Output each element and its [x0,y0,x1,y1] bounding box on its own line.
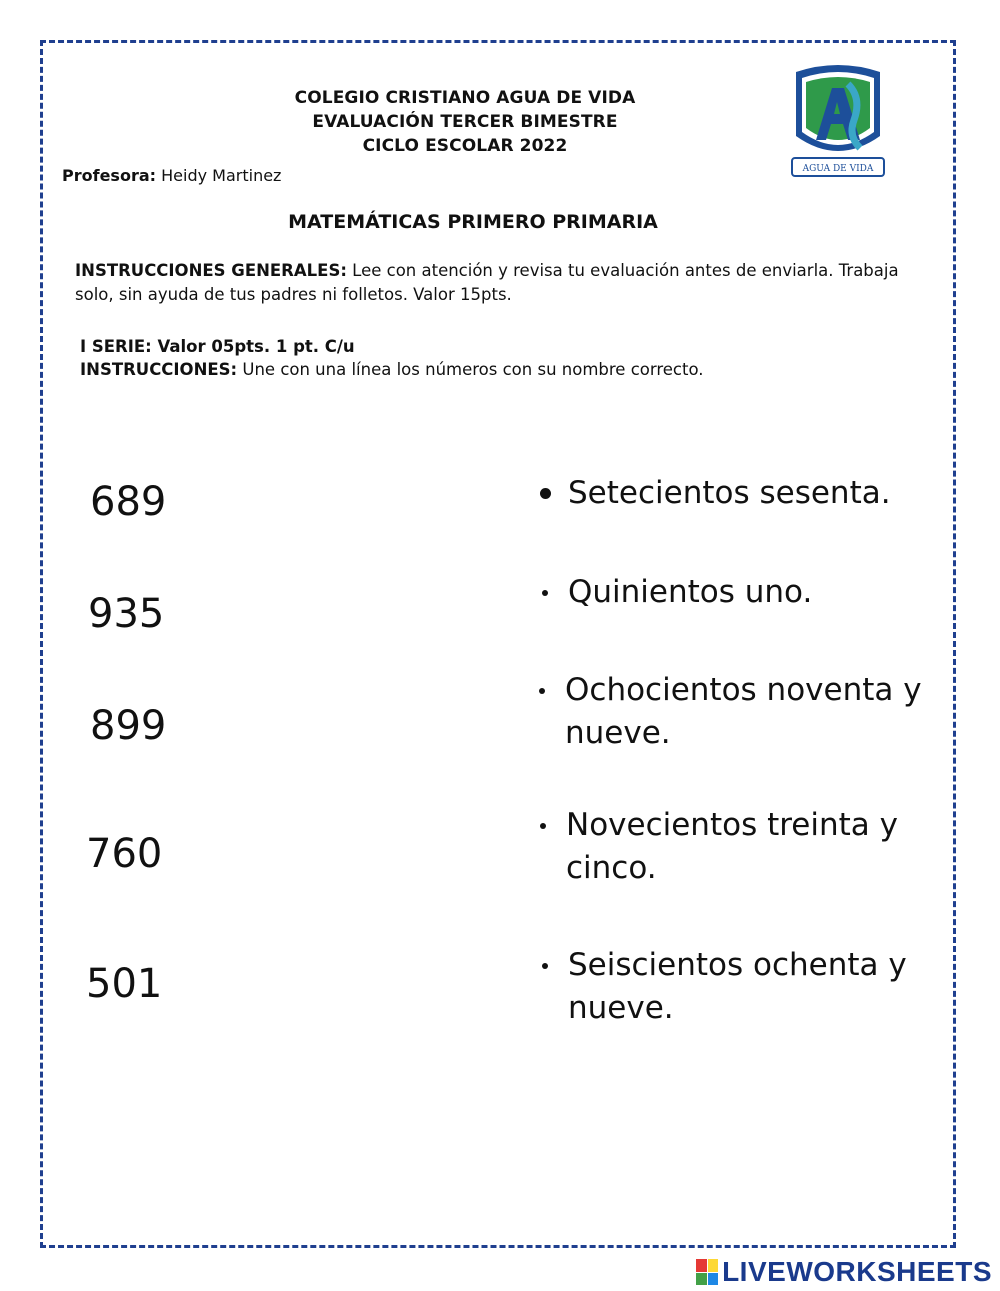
option-text: Novecientos treinta y cinco. [566,807,898,886]
general-instructions [75,259,935,307]
bullet-icon [538,804,566,890]
liveworksheets-icon [696,1259,718,1285]
subject-title: MATEMÁTICAS PRIMERO PRIMARIA [288,211,658,233]
option-item[interactable] [537,669,935,755]
bullet-icon [537,669,565,755]
option-text: Quinientos uno. [568,574,813,610]
school-name: COLEGIO CRISTIANO AGUA DE VIDA [294,88,636,108]
number-item[interactable]: 501 [86,961,163,1007]
option-text: Seiscientos ochenta y nueve. [568,947,907,1026]
teacher-label: Profesora: [62,166,157,185]
option-text: Setecientos sesenta. [568,475,891,511]
brand-text: LIVEWORKSHEETS [722,1256,992,1287]
school-year: CICLO ESCOLAR 2022 [362,136,568,156]
serie-title: I SERIE: Valor 05pts. 1 pt. C/u [80,337,355,356]
serie-instructions-label: INSTRUCCIONES: [80,360,238,379]
number-item[interactable]: 899 [90,703,167,749]
teacher-name: Heidy Martinez [161,166,282,185]
general-instructions-text: Lee con atención y revisa tu evaluación antes de enviarla. Trabaja solo, sin ayuda de tus padres ni folletos. Valor 15pts. [75,261,899,304]
option-item[interactable] [540,571,928,614]
option-item[interactable] [540,944,908,1030]
number-item[interactable]: 935 [88,591,165,637]
option-item[interactable] [540,472,928,515]
teacher-line [62,166,281,185]
school-logo [786,58,890,180]
bullet-icon [540,944,568,1030]
option-text: Ochocientos noventa y nueve. [565,672,922,751]
bullet-icon [540,571,568,614]
general-instructions-label: INSTRUCCIONES GENERALES: [75,261,347,280]
option-item[interactable] [538,804,916,890]
logo-caption: AGUA DE VIDA [802,164,874,174]
bullet-icon [540,472,568,515]
number-item[interactable]: 760 [86,831,163,877]
evaluation-title: EVALUACIÓN TERCER BIMESTRE [312,112,618,132]
serie-block [80,335,704,381]
serie-instructions-text: Une con una línea los números con su nombre correcto. [237,360,704,379]
number-item[interactable]: 689 [90,479,167,525]
liveworksheets-brand [696,1256,992,1288]
